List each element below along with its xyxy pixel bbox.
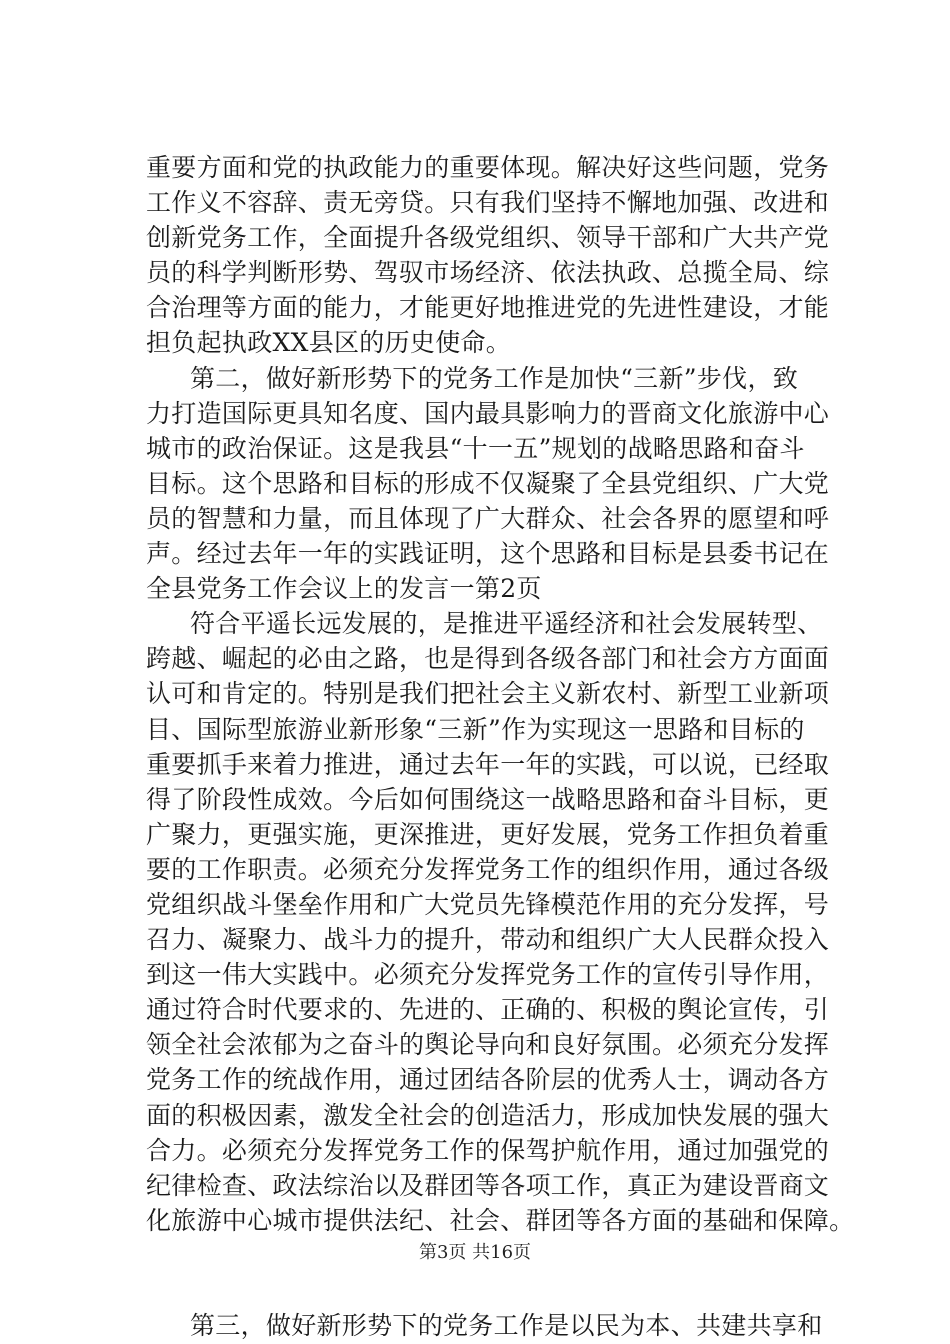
body-text	[146, 150, 855, 1343]
text-line: 到这一伟大实践中。必须充分发挥党务工作的宣传引导作用，	[146, 960, 830, 990]
text-line: 合力。必须充分发挥党务工作的保驾护航作用，通过加强党的	[146, 1135, 830, 1165]
text-line: 通过符合时代要求的、先进的、正确的、积极的舆论宣传，引	[146, 995, 830, 1025]
text-line: 纪律检查、政法综治以及群团等各项工作，真正为建设晋商文	[146, 1170, 830, 1200]
text-line: 目标。这个思路和目标的形成不仅凝聚了全县党组织、广大党	[146, 468, 830, 498]
text-line: 化旅游中心城市提供法纪、社会、群团等各方面的基础和保障。	[146, 1205, 855, 1235]
text-line: 声。经过去年一年的实践证明，这个思路和目标是县委书记在	[146, 539, 830, 569]
text-line: 重要方面和党的执政能力的重要体现。解决好这些问题，党务	[146, 153, 830, 182]
text-line: 城市的政治保证。这是我县“十一五”规划的战略思路和奋斗	[146, 433, 805, 463]
text-line: 党务工作的统战作用，通过团结各阶层的优秀人士，调动各方	[146, 1065, 830, 1095]
text-line: 重要抓手来着力推进，通过去年一年的实践，可以说，已经取	[146, 749, 830, 779]
text-line: 跨越、崛起的必由之路，也是得到各级各部门和社会方方面面	[146, 644, 830, 674]
text-line: 创新党务工作，全面提升各级党组织、领导干部和广大共产党	[146, 223, 830, 253]
text-line: 员的科学判断形势、驾驭市场经济、依法执政、总揽全局、综	[146, 258, 830, 288]
paragraph-start-line: 第三，做好新形势下的党务工作是以民为本、共建共享和	[190, 1310, 823, 1340]
text-line: 员的智慧和力量，而且体现了广大群众、社会各界的愿望和呼	[146, 503, 830, 533]
text-line: 要的工作职责。必须充分发挥党务工作的组织作用，通过各级	[146, 854, 830, 884]
paragraph-start-line: 第二，做好新形势下的党务工作是加快“三新”步伐，致	[190, 363, 799, 393]
text-line: 面的积极因素，激发全社会的创造活力，形成加快发展的强大	[146, 1100, 830, 1130]
text-line: 领全社会浓郁为之奋斗的舆论导向和良好氛围。必须充分发挥	[146, 1030, 830, 1060]
paragraph-start-line: 符合平遥长远发展的，是推进平遥经济和社会发展转型、	[190, 609, 823, 639]
text-line: 召力、凝聚力、战斗力的提升，带动和组织广大人民群众投入	[146, 925, 830, 955]
text-line: 全县党务工作会议上的发言一第2页	[146, 574, 542, 604]
text-line: 力打造国际更具知名度、国内最具影响力的晋商文化旅游中心	[146, 398, 830, 428]
text-line: 广聚力，更强实施，更深推进，更好发展，党务工作担负着重	[146, 819, 830, 849]
text-line: 党组织战斗堡垒作用和广大党员先锋模范作用的充分发挥，号	[146, 889, 830, 919]
text-line: 目、国际型旅游业新形象“三新”作为实现这一思路和目标的	[146, 714, 805, 744]
text-line: 认可和肯定的。特别是我们把社会主义新农村、新型工业新项	[146, 679, 830, 709]
text-line: 担负起执政XX县区的历史使命。	[146, 328, 512, 358]
text-line: 合治理等方面的能力，才能更好地推进党的先进性建设，才能	[146, 293, 830, 323]
text-line: 工作义不容辞、责无旁贷。只有我们坚持不懈地加强、改进和	[146, 188, 830, 218]
page-number-footer: 第3页 共16页	[418, 1242, 532, 1263]
text-line: 得了阶段性成效。今后如何围绕这一战略思路和奋斗目标，更	[146, 784, 830, 814]
